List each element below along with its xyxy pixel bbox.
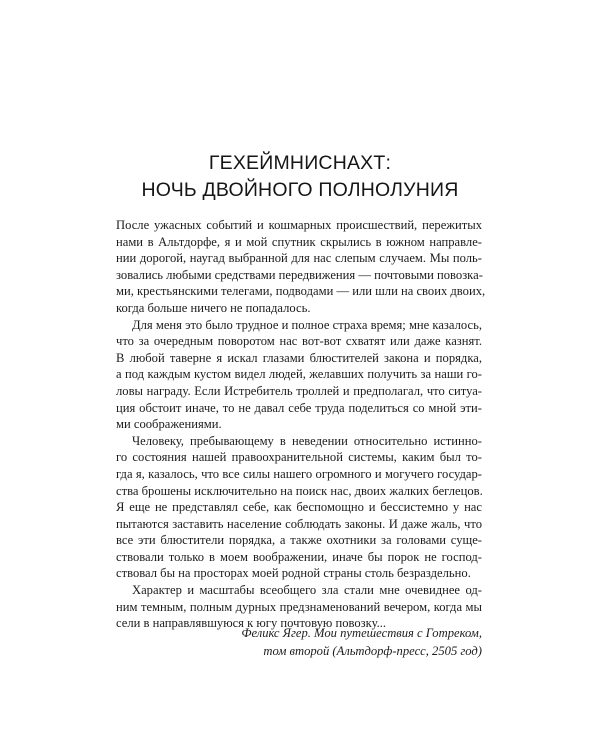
body-line: го состояния нашей правоохранительной системы, каким был то-: [116, 450, 482, 465]
body-line: ми соображениями.: [116, 417, 222, 432]
body-line: а под каждым кустом видел людей, желавших получить за наши го-: [116, 367, 482, 382]
body-line: ствовал бы на просторах моей родной страны столь безраздельно.: [116, 566, 471, 581]
body-line: ловы награду. Если Истребитель троллей и предполагал, что ситуа-: [116, 383, 482, 398]
body-line: Характер и масштабы всеобщего зла стали мне очевиднее од-: [132, 583, 482, 598]
body-line: что за очередным поворотом нас вот-вот схватят или даже казнят.: [116, 334, 482, 349]
body-line: гда я, казалось, что все силы нашего огромного и могучего государ-: [116, 466, 482, 481]
body-line: В любой таверне я искал глазами блюстителей закона и порядка,: [116, 350, 482, 365]
body-line: ция обстоит иначе, то не давал себе труда поделиться со мной эти-: [116, 400, 482, 415]
body-line: пытаются заставить население соблюдать законы. И даже жаль, что: [116, 516, 482, 531]
body-line: ствовали только в моем воображении, иначе бы порок не господ-: [116, 549, 482, 564]
body-line: ства брошены исключительно на поиск нас, двоих жалких беглецов.: [116, 483, 483, 498]
body-line: все эти блюстители порядка, а также охотники за головами суще-: [116, 533, 482, 548]
epigraph-line-1: Феликс Ягер. Мои путешествия с Готреком,: [241, 626, 482, 640]
body-line: Для меня это было трудное и полное страха время; мне казалось,: [132, 317, 482, 332]
body-line: Я еще не представлял себе, как беспомощно и бессистемно у нас: [116, 500, 482, 515]
body-line: нами в Альтдорфе, я и мой спутник скрылись в южном направле-: [116, 234, 482, 249]
chapter-body: [116, 217, 486, 632]
body-line: когда больше ничего не попадалось.: [116, 300, 311, 315]
body-line: нии дорогой, наугад выбранной для нас слепым случаем. Мы поль-: [116, 251, 482, 266]
body-line: После ужасных событий и кошмарных происшествий, пережитых: [116, 218, 482, 232]
body-line: Человеку, пребывающему в неведении относительно истинно-: [132, 433, 482, 448]
body-line: ми, крестьянскими телегами, подводами — или шли на своих двоих,: [116, 284, 486, 299]
epigraph-citation: [182, 624, 482, 660]
body-line: ним темным, полным дурных предзнаменований вечером, когда мы: [116, 599, 482, 614]
body-line: сели в направлявшуюся к югу почтовую повозку...: [116, 616, 387, 631]
epigraph-line-2: том второй (Альтдорф-пресс, 2505 год): [263, 644, 482, 658]
chapter-title: [0, 150, 600, 204]
body-line: зовались любыми средствами передвижения — почтовыми повозка-: [116, 267, 483, 282]
chapter-title-line-1: ГЕХЕЙМНИСНАХТ:: [208, 152, 392, 174]
chapter-title-line-2: НОЧЬ ДВОЙНОГО ПОЛНОЛУНИЯ: [141, 179, 459, 201]
